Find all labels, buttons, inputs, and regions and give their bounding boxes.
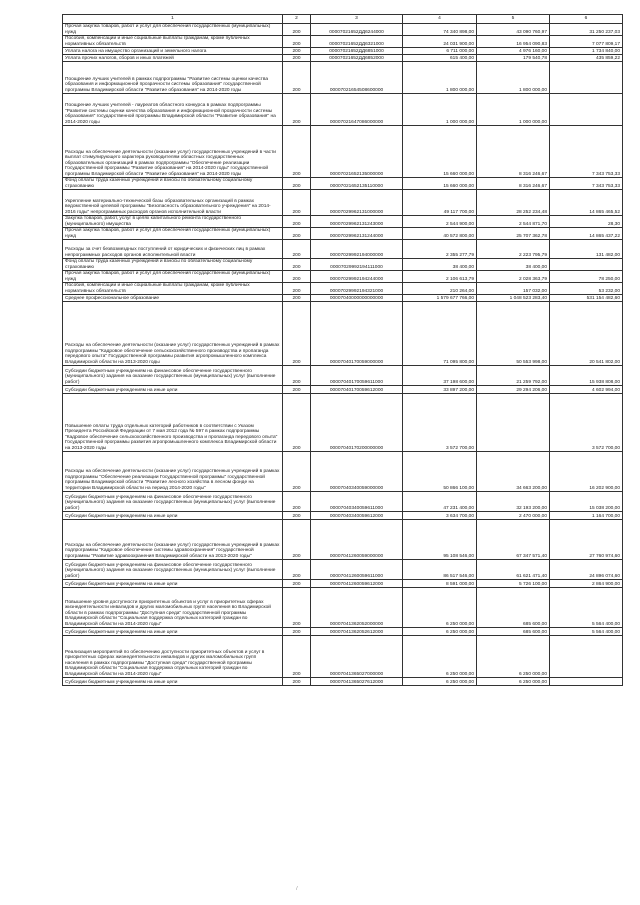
table-row — [63, 178, 623, 190]
remaining-amount: 5 564 400,00 — [550, 588, 623, 628]
row-label: Фонд оплаты труда казенных учреждений и взносы по обязательному социальному страхованию — [63, 259, 283, 271]
remaining-amount: 27 760 974,60 — [550, 520, 623, 560]
planned-amount: 74 340 898,00 — [403, 24, 477, 36]
row-label: Субсидии бюджетным учреждениям на финансовое обеспечение государственного (муниципального) задания на оказание государственных (муниципальных) услуг (выполнение работ) — [63, 492, 283, 512]
executed-amount: 8 316 246,67 — [477, 126, 550, 178]
remaining-amount: 435 859,22 — [550, 55, 623, 62]
executed-amount: 21 259 792,00 — [477, 366, 550, 386]
planned-amount: 15 660 000,00 — [403, 126, 477, 178]
budget-code: 200 — [283, 560, 311, 580]
budget-code: 200 — [283, 228, 311, 240]
budget-code: 200 — [283, 62, 311, 94]
table-row — [63, 126, 623, 178]
table-row — [63, 55, 623, 62]
planned-amount: 8 591 000,00 — [403, 580, 477, 588]
row-label: Пособия, компенсации и иные социальные выплаты гражданам, кроме публичных нормативных обязательств — [63, 36, 283, 48]
remaining-amount: 7 343 753,33 — [550, 178, 623, 190]
table-row — [63, 580, 623, 588]
column-number: 4 — [403, 15, 477, 24]
table-row — [63, 366, 623, 386]
row-label: Повышение уровня доступности приоритетных объектов и услуг в приоритетных сферах жизнедеятельности инвалидов и других маломобильных групп населения во Владимирской области в рамках подпрограммы "Доступная среда" государственной программы Владимирской области "Социальная поддержка отдельных категорий граждан во Владимирской области на 2014-2020 годы" — [63, 588, 283, 628]
remaining-amount: 53 232,00 — [550, 283, 623, 295]
planned-amount: 615 400,00 — [403, 55, 477, 62]
budget-code: 200 — [283, 366, 311, 386]
row-label: Уплата налога на имущество организаций и земельного налога — [63, 48, 283, 55]
classification-code: 00007040340059000000 — [311, 452, 403, 492]
executed-amount: 2 544 871,70 — [477, 216, 550, 228]
remaining-amount: 14 865 465,52 — [550, 190, 623, 216]
remaining-amount: 31 250 237,03 — [550, 24, 623, 36]
planned-amount: 6 250 000,00 — [403, 628, 477, 636]
planned-amount: 24 031 900,00 — [403, 36, 477, 48]
budget-code: 200 — [283, 259, 311, 271]
executed-amount: 43 090 760,97 — [477, 24, 550, 36]
table-row — [63, 394, 623, 452]
row-label: Субсидии бюджетным учреждениям на иные цели — [63, 628, 283, 636]
executed-amount: 685 600,00 — [477, 588, 550, 628]
remaining-amount: 5 564 400,00 — [550, 628, 623, 636]
budget-code: 200 — [283, 126, 311, 178]
budget-code: 200 — [283, 302, 311, 366]
executed-amount: 28 252 234,48 — [477, 190, 550, 216]
executed-amount: 6 250 000,00 — [477, 636, 550, 678]
budget-code: 200 — [283, 628, 311, 636]
remaining-amount: 1 734 840,00 — [550, 48, 623, 55]
budget-code: 200 — [283, 678, 311, 686]
budget-code: 200 — [283, 636, 311, 678]
budget-code: 200 — [283, 452, 311, 492]
table-row — [63, 520, 623, 560]
budget-code: 200 — [283, 520, 311, 560]
row-label: Поощрение лучших учителей - лауреатов областного конкурса в рамках подпрограммы "Развитие системы оценки качества образования и информационной прозрачности системы образования" государственной программы Владимирской области "Развитие образования" на 2014-2020 годы — [63, 94, 283, 126]
row-label: Укрепление материально-технической базы образовательных организаций в рамках ведомственной целевой программы "Безопасность образовательного учреждения" на 2014-2016 годы" непрограммных расходов органов исполнительной власти — [63, 190, 283, 216]
row-label: Расходы за счет безвозмездных поступлений от юридических и физических лиц в рамках непрограммных расходов органов исполнительной власти — [63, 240, 283, 259]
classification-code: 00007040170059611000 — [311, 366, 403, 386]
row-label: Поощрение лучших учителей в рамках подпрограммы "Развитие системы оценки качества образования и информационной прозрачности системы образования" государственной программы Владимирской области "Развитие образования" на 2014-2020 годы — [63, 62, 283, 94]
table-row — [63, 216, 623, 228]
classification-code: 00007021652ДД6851000 — [311, 48, 403, 55]
classification-code: 00007029992194000000 — [311, 240, 403, 259]
budget-code: 200 — [283, 55, 311, 62]
table-row — [63, 259, 623, 271]
executed-amount: 2 470 000,00 — [477, 512, 550, 520]
column-number: 2 — [283, 15, 311, 24]
row-label: Расходы на обеспечение деятельности (оказание услуг) государственных учреждений в рамках подпрограммы "Кадровое обеспечение системы здравоохранения" государственной программы "Развитие здравоохранения Владимирской области на 2013-2020 годы" — [63, 520, 283, 560]
row-label: Расходы на обеспечение деятельности (оказание услуг) государственных учреждений в рамках подпрограммы "Кадровое обеспечение сельскохозяйственного производства и пропаганда передового опыта" Государственной программы развития агропромышленного комплекса Владимирской области на 2013-2020 годы — [63, 302, 283, 366]
table-row — [63, 283, 623, 295]
table-row — [63, 48, 623, 55]
executed-amount: 6 250 000,00 — [477, 678, 550, 686]
planned-amount: 210 264,00 — [403, 283, 477, 295]
executed-amount: 2 028 363,79 — [477, 271, 550, 283]
planned-amount: 2 355 277,79 — [403, 240, 477, 259]
column-number: 5 — [477, 15, 550, 24]
remaining-amount: 2 864 900,00 — [550, 580, 623, 588]
planned-amount: 2 544 900,00 — [403, 216, 477, 228]
column-number-row — [63, 15, 623, 24]
budget-code: 200 — [283, 271, 311, 283]
table-row — [63, 94, 623, 126]
classification-code: 00007029962131243000 — [311, 216, 403, 228]
classification-code: 00007021652ДД6244000 — [311, 24, 403, 36]
remaining-amount — [550, 636, 623, 678]
planned-amount: 15 660 000,00 — [403, 178, 477, 190]
table-row — [63, 228, 623, 240]
row-label: Субсидии бюджетным учреждениям на иные цели — [63, 678, 283, 686]
row-label: Прочая закупка товаров, работ и услуг для обеспечения государственных (муниципальных) нужд — [63, 24, 283, 36]
table-row — [63, 512, 623, 520]
budget-code: 200 — [283, 386, 311, 394]
executed-amount: 685 600,00 — [477, 628, 550, 636]
planned-amount: 3 634 700,00 — [403, 512, 477, 520]
executed-amount: 8 316 246,67 — [477, 178, 550, 190]
table-row — [63, 452, 623, 492]
classification-code: 00007040000000000000 — [311, 295, 403, 302]
planned-amount: 6 711 000,00 — [403, 48, 477, 55]
planned-amount: 40 572 800,00 — [403, 228, 477, 240]
remaining-amount: 14 865 437,22 — [550, 228, 623, 240]
budget-code: 200 — [283, 24, 311, 36]
budget-code: 200 — [283, 48, 311, 55]
planned-amount: 49 117 700,00 — [403, 190, 477, 216]
remaining-amount: 15 938 808,00 — [550, 366, 623, 386]
planned-amount: 1 579 677 766,00 — [403, 295, 477, 302]
row-label: Реализация мероприятий по обеспечению доступности приоритетных объектов и услуг в приоритетных сферах жизнедеятельности инвалидов и других маломобильных групп населения в рамках подпрограммы "Доступная среда" государственной программы Владимирской области "Социальная поддержка отдельных категорий граждан во Владимирской области на 2014-2020 годы" — [63, 636, 283, 678]
classification-code: 00007040340059612000 — [311, 512, 403, 520]
classification-code: 00007041365027000000 — [311, 636, 403, 678]
classification-code: 00007040170059612000 — [311, 386, 403, 394]
row-label: Фонд оплаты труда казенных учреждений и взносы по обязательному социальному страхованию — [63, 178, 283, 190]
classification-code: 00007040170200000000 — [311, 394, 403, 452]
classification-code: 00007040170059000000 — [311, 302, 403, 366]
row-label: Закупка товаров, работ, услуг в целях капитального ремонта государственного (муниципального) имущества — [63, 216, 283, 228]
classification-code: 00007041260059611000 — [311, 560, 403, 580]
table-row — [63, 636, 623, 678]
planned-amount: 37 198 600,00 — [403, 366, 477, 386]
row-label: Субсидии бюджетным учреждениям на иные цели — [63, 512, 283, 520]
table-row — [63, 24, 623, 36]
table-row — [63, 678, 623, 686]
executed-amount: 5 726 100,00 — [477, 580, 550, 588]
budget-code: 200 — [283, 588, 311, 628]
planned-amount: 6 250 000,00 — [403, 636, 477, 678]
planned-amount: 95 108 546,00 — [403, 520, 477, 560]
table-row — [63, 588, 623, 628]
table-row — [63, 560, 623, 580]
row-label: Уплата прочих налогов, сборов и иных платежей — [63, 55, 283, 62]
remaining-amount: 20 541 802,00 — [550, 302, 623, 366]
budget-code: 200 — [283, 240, 311, 259]
budget-code: 200 — [283, 394, 311, 452]
table-row — [63, 36, 623, 48]
executed-amount: 38 400,00 — [477, 259, 550, 271]
classification-code: 00007041362052000000 — [311, 588, 403, 628]
row-label: Расходы на обеспечение деятельности (оказание услуг) государственных учреждений в рамках подпрограммы "Обеспечение реализации Государственной программы" государственной программы Владимирской области "Развитие лесного хозяйства в лесном фонде на территории Владимирской области на период 2014-2020 годы" — [63, 452, 283, 492]
budget-code: 200 — [283, 580, 311, 588]
classification-code: 00007029992194321000 — [311, 283, 403, 295]
remaining-amount: 531 154 482,60 — [550, 295, 623, 302]
remaining-amount: 78 250,00 — [550, 271, 623, 283]
table-row — [63, 302, 623, 366]
remaining-amount — [550, 259, 623, 271]
table-row — [63, 240, 623, 259]
remaining-amount: 3 572 700,00 — [550, 394, 623, 452]
remaining-amount: 131 482,00 — [550, 240, 623, 259]
column-number: 6 — [550, 15, 623, 24]
planned-amount: 1 000 000,00 — [403, 94, 477, 126]
classification-code: 00007041365027612000 — [311, 678, 403, 686]
table-row — [63, 62, 623, 94]
classification-code: 00007041260059000000 — [311, 520, 403, 560]
budget-code: 200 — [283, 190, 311, 216]
table-row — [63, 271, 623, 283]
row-label: Расходы на обеспечение деятельности (оказание услуг) государственных учреждений в части выплат стимулирующего характера руководителям областных государственных образовательных организаций в рамках подпрограммы "Обеспечение реализации Государственной программы "Развитие образования" на 2014-2020 годы" государственной программы Владимирской области "Развитие образования" на 2014-2020 годы — [63, 126, 283, 178]
remaining-amount — [550, 94, 623, 126]
planned-amount: 6 250 000,00 — [403, 588, 477, 628]
executed-amount: 1 048 523 283,40 — [477, 295, 550, 302]
classification-code: 00007029962131244000 — [311, 228, 403, 240]
classification-code: 00007040340059611000 — [311, 492, 403, 512]
budget-code: 200 — [283, 36, 311, 48]
executed-amount: 50 553 998,00 — [477, 302, 550, 366]
page-mark: / — [296, 886, 298, 892]
planned-amount: 1 800 000,00 — [403, 62, 477, 94]
planned-amount: 38 400,00 — [403, 259, 477, 271]
classification-code: 00007041260059612000 — [311, 580, 403, 588]
executed-amount: 25 707 362,78 — [477, 228, 550, 240]
budget-code: 200 — [283, 512, 311, 520]
budget-code: 200 — [283, 492, 311, 512]
executed-amount: 32 193 200,00 — [477, 492, 550, 512]
classification-code: 00007021654508600000 — [311, 62, 403, 94]
planned-amount: 6 250 000,00 — [403, 678, 477, 686]
budget-code: 200 — [283, 178, 311, 190]
executed-amount — [477, 394, 550, 452]
row-label: Среднее профессиональное образование — [63, 295, 283, 302]
executed-amount: 179 540,78 — [477, 55, 550, 62]
planned-amount: 47 231 400,00 — [403, 492, 477, 512]
row-label: Субсидии бюджетным учреждениям на финансовое обеспечение государственного (муниципального) задания на оказание государственных (муниципальных) услуг (выполнение работ) — [63, 560, 283, 580]
executed-amount: 34 663 200,00 — [477, 452, 550, 492]
planned-amount: 3 572 700,00 — [403, 394, 477, 452]
remaining-amount: 7 343 753,33 — [550, 126, 623, 178]
budget-code: 200 — [283, 295, 311, 302]
classification-code: 00007021652ДД6321000 — [311, 36, 403, 48]
budget-execution-table — [62, 14, 623, 686]
planned-amount: 71 095 800,00 — [403, 302, 477, 366]
row-label: Прочая закупка товаров, работ и услуг для обеспечения государственных (муниципальных) нужд — [63, 271, 283, 283]
executed-amount: 16 954 090,83 — [477, 36, 550, 48]
row-label: Пособия, компенсации и иные социальные выплаты гражданам, кроме публичных нормативных обязательств — [63, 283, 283, 295]
classification-code: 00007021647086000000 — [311, 94, 403, 126]
remaining-amount: 4 602 994,00 — [550, 386, 623, 394]
column-number: 3 — [311, 15, 403, 24]
planned-amount: 86 517 546,00 — [403, 560, 477, 580]
row-label: Повышение оплаты труда отдельных категорий работников в соответствии с Указом Президента Российской Федерации от 7 мая 2012 года № 597 в рамках подпрограммы "Кадровое обеспечение сельскохозяйственного производства и пропаганда передового опыта" Государственной программы развития агропромышленного комплекса Владимирской области на 2013-2020 годы — [63, 394, 283, 452]
row-label: Прочая закупка товаров, работ и услуг для обеспечения государственных (муниципальных) нужд — [63, 228, 283, 240]
classification-code: 00007029992194111000 — [311, 259, 403, 271]
executed-amount: 67 347 571,40 — [477, 520, 550, 560]
row-label: Субсидии бюджетным учреждениям на иные цели — [63, 580, 283, 588]
row-label: Субсидии бюджетным учреждениям на иные цели — [63, 386, 283, 394]
classification-code: 00007041362052612000 — [311, 628, 403, 636]
table-row — [63, 295, 623, 302]
remaining-amount: 1 164 700,00 — [550, 512, 623, 520]
planned-amount: 33 897 200,00 — [403, 386, 477, 394]
remaining-amount: 28,30 — [550, 216, 623, 228]
column-number: 1 — [63, 15, 283, 24]
row-label: Субсидии бюджетным учреждениям на финансовое обеспечение государственного (муниципального) задания на оказание государственных (муниципальных) услуг (выполнение работ) — [63, 366, 283, 386]
executed-amount: 1 000 000,00 — [477, 94, 550, 126]
classification-code: 00007021652ДД6852000 — [311, 55, 403, 62]
remaining-amount — [550, 62, 623, 94]
planned-amount: 2 106 613,79 — [403, 271, 477, 283]
table-row — [63, 492, 623, 512]
remaining-amount: 7 077 809,17 — [550, 36, 623, 48]
classification-code: 00007021652135110000 — [311, 178, 403, 190]
executed-amount: 29 294 206,00 — [477, 386, 550, 394]
executed-amount: 61 621 471,40 — [477, 560, 550, 580]
remaining-amount: 16 202 900,00 — [550, 452, 623, 492]
table-row — [63, 628, 623, 636]
classification-code: 00007029992194244000 — [311, 271, 403, 283]
budget-code: 200 — [283, 216, 311, 228]
remaining-amount: 24 896 074,60 — [550, 560, 623, 580]
table-row — [63, 190, 623, 216]
executed-amount: 4 976 160,00 — [477, 48, 550, 55]
remaining-amount: 15 038 200,00 — [550, 492, 623, 512]
executed-amount: 157 032,00 — [477, 283, 550, 295]
remaining-amount — [550, 678, 623, 686]
table-row — [63, 386, 623, 394]
planned-amount: 50 866 100,00 — [403, 452, 477, 492]
budget-code: 200 — [283, 283, 311, 295]
budget-code: 200 — [283, 94, 311, 126]
executed-amount: 2 223 795,79 — [477, 240, 550, 259]
classification-code: 00007021652135000000 — [311, 126, 403, 178]
classification-code: 00007029962131000000 — [311, 190, 403, 216]
executed-amount: 1 800 000,00 — [477, 62, 550, 94]
